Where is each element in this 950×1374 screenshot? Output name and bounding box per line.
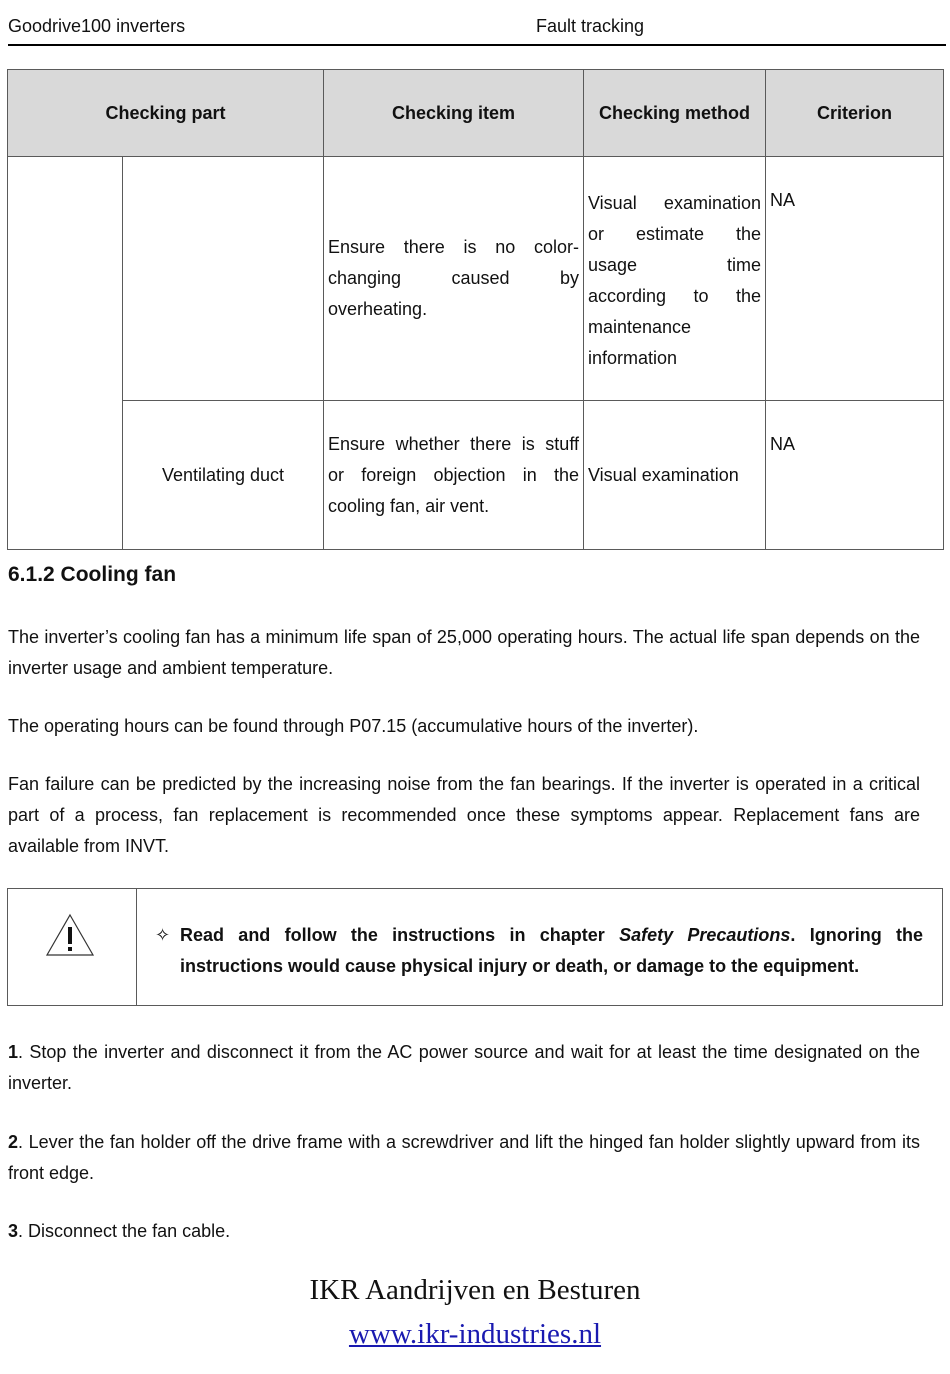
checking-item-cell [324,157,584,401]
table-header-row [8,70,944,157]
checking-table [7,69,944,550]
footer-company-name: IKR Aandrijven en Besturen [309,1274,641,1306]
column-header: Criterion [766,70,944,157]
paragraph-fan-failure: Fan failure can be predicted by the increasing noise from the fan bearings. If the inverter is operated in a critical part of a process, fan replacement is recommended once these symptoms appear. Replacement fans are available from INVT. [8,774,920,856]
warning-icon-cell [8,889,137,1005]
diamond-bullet-icon: ✧ [155,925,171,945]
checking-part-group-cell [8,157,123,550]
checking-part-cell: Ventilating duct [123,401,324,550]
section-heading: 6.1.2 Cooling fan [8,563,177,586]
checking-method-cell: Visual examination [584,401,766,550]
paragraph-life-span: The inverter’s cooling fan has a minimum life span of 25,000 operating hours. The actual life span depends on the inverter usage and ambient temperature. [8,627,920,678]
method-line: usage time [588,255,761,275]
chapter-reference: Safety Precautions [619,925,791,945]
warning-text: Read and follow the instructions in chapter Safety Precautions. Ignoring the instructions would cause physical injury or death, or damage to the equipment. [180,925,923,976]
step-number: 3 [8,1221,19,1241]
item-line: Ensure there is no color- [328,237,579,257]
method-line: maintenance [588,317,692,337]
method-line: Visual examination [588,193,761,213]
criterion-cell: NA [766,157,944,401]
warning-box [7,888,943,1006]
paragraph-operating-hours: The operating hours can be found through P07.15 (accumulative hours of the inverter). [8,716,699,736]
checking-method-cell [584,157,766,401]
header-product-name: Goodrive100 inverters [8,16,186,36]
list-item: 2. Lever the fan holder off the drive frame with a screwdriver and lift the hinged fan holder slightly upward from its front edge. [8,1132,920,1183]
warning-triangle-icon [45,913,95,957]
table-row [8,157,944,401]
item-line: Ensure whether there is stuff [328,433,579,454]
warning-text-cell [155,920,923,982]
step-number: 2 [8,1132,19,1152]
column-header: Checking item [324,70,584,157]
footer-website-link[interactable]: www.ikr-industries.nl [348,1318,602,1350]
column-header: Checking part [8,70,324,157]
header-chapter-title: Fault tracking [536,16,645,36]
list-item: 1. Stop the inverter and disconnect it from the AC power source and wait for at least the time designated on the inverter. [8,1042,920,1093]
method-line: information [588,348,678,368]
item-line: changing caused by [328,268,579,288]
checking-part-cell [123,157,324,401]
table-row [8,401,944,550]
step-number: 1 [8,1042,19,1062]
item-line: or foreign objection in the [328,464,579,485]
list-item: 3. Disconnect the fan cable. [8,1221,231,1241]
item-line: cooling fan, air vent. [328,495,490,516]
criterion-cell: NA [766,401,944,550]
page-header [8,16,946,46]
method-line: according to the [588,286,761,306]
item-line: overheating. [328,299,428,319]
column-header: Checking method [584,70,766,157]
method-line: or estimate the [588,224,761,244]
checking-item-cell [324,401,584,550]
